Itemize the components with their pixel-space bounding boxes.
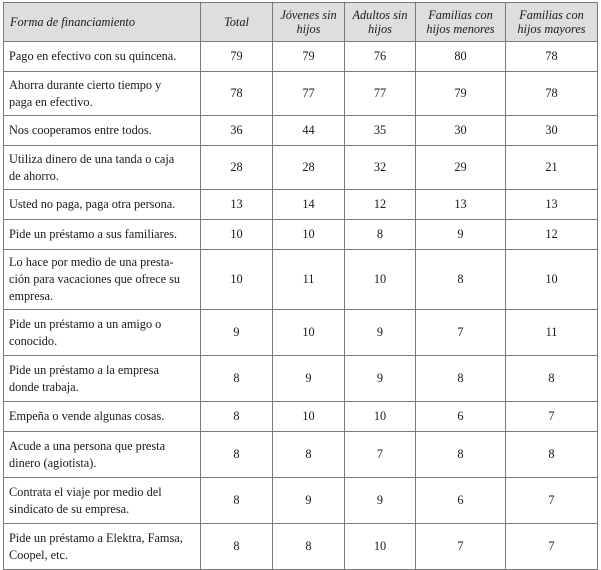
cell-col-familias-mayores: 13 (506, 190, 598, 220)
table-row (4, 190, 598, 220)
text-line: Pide un préstamo a la empresa (9, 362, 159, 377)
cell-col-familias-mayores: 7 (506, 478, 598, 524)
cell-col-familias-menores: 8 (416, 250, 506, 310)
cell-col-adultos: 9 (345, 356, 416, 402)
cell-col-jovenes: 10 (273, 310, 345, 356)
text-line: Ahorra durante cierto tiempo y (9, 77, 162, 92)
cell-col-familias-menores: 6 (416, 478, 506, 524)
cell-col-adultos: 76 (345, 42, 416, 72)
row-label (4, 432, 201, 478)
text-line: Coopel, etc. (9, 547, 69, 562)
cell-col-familias-mayores: 7 (506, 524, 598, 570)
cell-col-jovenes: 79 (273, 42, 345, 72)
table-row (4, 356, 598, 402)
cell-col-jovenes: 8 (273, 524, 345, 570)
text-line: donde trabaja. (9, 379, 79, 394)
header-col-forma (4, 3, 201, 42)
text-line: conocido. (9, 333, 58, 348)
table-row (4, 72, 598, 116)
text-line: Pide un préstamo a sus familiares. (9, 227, 178, 241)
text-line: Jóvenes sin (280, 8, 337, 22)
text-line: Nos cooperamos entre todos. (9, 123, 152, 137)
header-col-adultos (345, 3, 416, 42)
text-line: Forma de financiamiento (10, 15, 135, 29)
text-line: Lo hace por medio de una presta- (9, 255, 174, 269)
cell-col-total: 78 (201, 72, 273, 116)
cell-col-familias-mayores: 10 (506, 250, 598, 310)
cell-col-adultos: 9 (345, 478, 416, 524)
table-row (4, 220, 598, 250)
header-col-jovenes (273, 3, 345, 42)
cell-col-total: 8 (201, 432, 273, 478)
cell-col-familias-menores: 79 (416, 72, 506, 116)
table-row (4, 250, 598, 310)
text-line: hijos mayores (517, 22, 586, 36)
cell-col-familias-mayores: 8 (506, 432, 598, 478)
cell-col-jovenes: 11 (273, 250, 345, 310)
cell-col-familias-mayores: 78 (506, 42, 598, 72)
row-label (4, 356, 201, 402)
cell-col-total: 8 (201, 524, 273, 570)
text-line: hijos (296, 22, 321, 36)
cell-col-familias-menores: 8 (416, 356, 506, 402)
cell-col-jovenes: 10 (273, 402, 345, 432)
cell-col-adultos: 9 (345, 310, 416, 356)
cell-col-jovenes: 10 (273, 220, 345, 250)
cell-col-total: 79 (201, 42, 273, 72)
row-label (4, 42, 201, 72)
table-header (4, 3, 598, 42)
cell-col-familias-menores: 80 (416, 42, 506, 72)
cell-col-familias-menores: 7 (416, 524, 506, 570)
text-line: ción para vacaciones que ofrece su (9, 272, 181, 286)
cell-col-familias-mayores: 8 (506, 356, 598, 402)
cell-col-total: 9 (201, 310, 273, 356)
row-label (4, 310, 201, 356)
cell-col-adultos: 77 (345, 72, 416, 116)
header-col-total (201, 3, 273, 42)
cell-col-adultos: 8 (345, 220, 416, 250)
header-col-familias-mayores (506, 3, 598, 42)
text-line: Usted no paga, paga otra persona. (9, 197, 176, 211)
cell-col-jovenes: 8 (273, 432, 345, 478)
row-label (4, 524, 201, 570)
cell-col-jovenes: 44 (273, 116, 345, 146)
cell-col-familias-menores: 13 (416, 190, 506, 220)
cell-col-familias-menores: 8 (416, 432, 506, 478)
row-label (4, 146, 201, 190)
cell-col-familias-mayores: 11 (506, 310, 598, 356)
cell-col-adultos: 32 (345, 146, 416, 190)
cell-col-familias-mayores: 30 (506, 116, 598, 146)
row-label (4, 478, 201, 524)
row-label (4, 72, 201, 116)
cell-col-total: 28 (201, 146, 273, 190)
cell-col-familias-mayores: 7 (506, 402, 598, 432)
financing-table (3, 2, 598, 570)
row-label (4, 402, 201, 432)
cell-col-total: 8 (201, 356, 273, 402)
table-body (4, 42, 598, 570)
row-label (4, 250, 201, 310)
text-line: Total (224, 15, 249, 29)
cell-col-adultos: 7 (345, 432, 416, 478)
text-line: Contrata el viaje por medio del (9, 484, 162, 499)
cell-col-adultos: 10 (345, 524, 416, 570)
cell-col-adultos: 35 (345, 116, 416, 146)
table-row (4, 432, 598, 478)
header-row (4, 3, 598, 42)
text-line: Acude a una persona que presta (9, 438, 166, 453)
cell-col-total: 36 (201, 116, 273, 146)
cell-col-adultos: 12 (345, 190, 416, 220)
cell-col-adultos: 10 (345, 402, 416, 432)
cell-col-familias-mayores: 12 (506, 220, 598, 250)
cell-col-total: 13 (201, 190, 273, 220)
cell-col-jovenes: 77 (273, 72, 345, 116)
table-row (4, 478, 598, 524)
row-label (4, 190, 201, 220)
text-line: Familias con (428, 8, 493, 22)
text-line: Pide un préstamo a Elektra, Famsa, (9, 530, 183, 545)
text-line: empresa. (9, 289, 54, 303)
table-row (4, 146, 598, 190)
cell-col-adultos: 10 (345, 250, 416, 310)
table-row (4, 116, 598, 146)
cell-col-familias-mayores: 78 (506, 72, 598, 116)
text-line: Familias con (519, 8, 584, 22)
table-row (4, 524, 598, 570)
table-row (4, 42, 598, 72)
cell-col-familias-menores: 7 (416, 310, 506, 356)
text-line: Pago en efectivo con su quincena. (9, 49, 177, 63)
cell-col-total: 10 (201, 250, 273, 310)
row-label (4, 116, 201, 146)
cell-col-familias-menores: 6 (416, 402, 506, 432)
row-label (4, 220, 201, 250)
text-line: paga en efectivo. (9, 94, 93, 109)
text-line: hijos menores (426, 22, 495, 36)
text-line: Empeña o vende algunas cosas. (9, 409, 165, 423)
text-line: hijos (368, 22, 392, 36)
text-line: Pide un préstamo a un amigo o (9, 316, 162, 331)
cell-col-total: 10 (201, 220, 273, 250)
header-col-familias-menores (416, 3, 506, 42)
cell-col-jovenes: 9 (273, 478, 345, 524)
text-line: Utiliza dinero de una tanda o caja (9, 151, 175, 166)
cell-col-total: 8 (201, 402, 273, 432)
table-row (4, 402, 598, 432)
text-line: dinero (agiotista). (9, 455, 97, 470)
cell-col-familias-menores: 9 (416, 220, 506, 250)
cell-col-jovenes: 14 (273, 190, 345, 220)
cell-col-familias-menores: 30 (416, 116, 506, 146)
text-line: Adultos sin (352, 8, 408, 22)
cell-col-familias-mayores: 21 (506, 146, 598, 190)
text-line: de ahorro. (9, 168, 59, 183)
cell-col-jovenes: 28 (273, 146, 345, 190)
text-line: sindicato de su empresa. (9, 501, 130, 516)
cell-col-jovenes: 9 (273, 356, 345, 402)
cell-col-total: 8 (201, 478, 273, 524)
table-row (4, 310, 598, 356)
cell-col-familias-menores: 29 (416, 146, 506, 190)
